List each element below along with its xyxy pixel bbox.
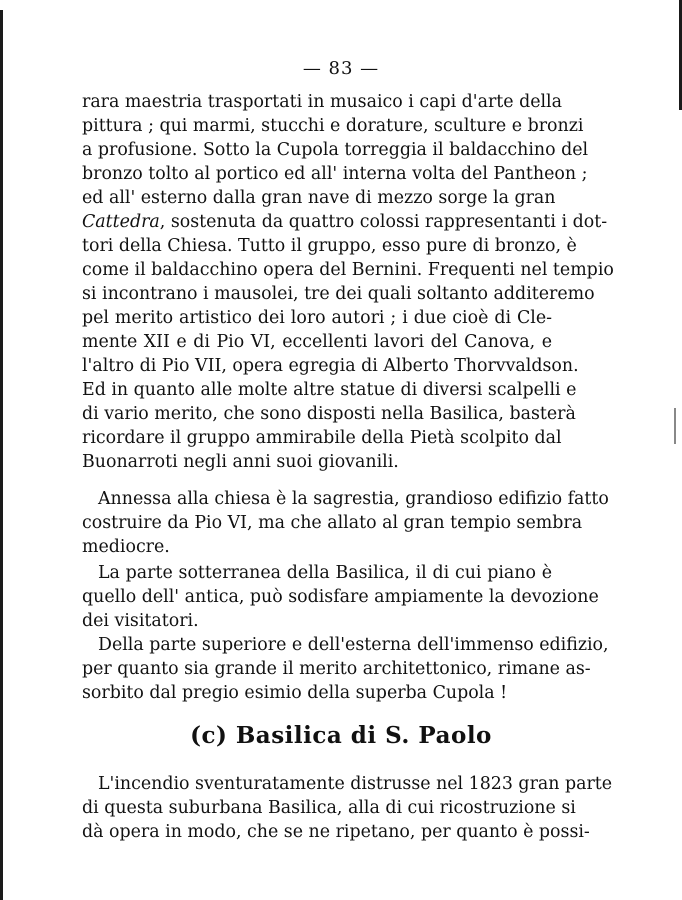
text-line: Ed in quanto alle molte altre statue di diversi scalpelli e [82, 380, 577, 400]
page-number: — 83 — [302, 58, 380, 79]
text-line: ed all' esterno dalla gran nave di mezzo sorge la gran [82, 188, 556, 208]
text-line: L'incendio sventuratamente distrusse nel 1823 gran parte [98, 774, 613, 794]
text-line: La parte sotterranea della Basilica, il di cui piano è [98, 563, 552, 583]
text-line: pel merito artistico dei loro autori ; i due cioè di Cle- [82, 308, 552, 328]
section-heading: (c) Basilica di S. Paolo [190, 722, 492, 749]
text-line: si incontrano i mausolei, tre dei quali soltanto additeremo [82, 284, 595, 304]
text-line: tori della Chiesa. Tutto il gruppo, esso pure di bronzo, è [82, 236, 577, 256]
paragraph-4 [82, 633, 609, 705]
paragraph-1 [82, 90, 614, 474]
scan-left-edge [0, 10, 3, 900]
paragraph-3 [82, 561, 599, 633]
text-line: dà opera in modo, che se ne ripetano, per quanto è possi- [82, 822, 590, 842]
text-line: pittura ; qui marmi, stucchi e dorature, sculture e bronzi [82, 116, 584, 136]
text-line: Della parte superiore e dell'esterna dell'immenso edifizio, [98, 635, 609, 655]
text-line: quello dell' antica, può sodisfare ampiamente la devozione [82, 587, 599, 607]
text-line: bronzo tolto al portico ed all' interna volta del Pantheon ; [82, 164, 588, 184]
text-line: a profusione. Sotto la Cupola torreggia il baldacchino del [82, 140, 589, 160]
text-line: dei visitatori. [82, 611, 199, 631]
paragraph-2 [82, 487, 609, 559]
paragraph-5 [82, 772, 613, 844]
text-line: sorbito dal pregio esimio della superba Cupola ! [82, 683, 508, 703]
text-line: per quanto sia grande il merito architettonico, rimane as- [82, 659, 591, 679]
text-line: Cattedra, sostenuta da quattro colossi rappresentanti i dot- [82, 212, 608, 232]
text-line: di questa suburbana Basilica, alla di cui ricostruzione si [82, 798, 576, 818]
text-line: rara maestria trasportati in musaico i capi d'arte della [82, 92, 562, 112]
text-line: Annessa alla chiesa è la sagrestia, grandioso edifizio fatto [98, 489, 609, 509]
text-line: di vario merito, che sono disposti nella Basilica, basterà [82, 404, 576, 424]
text-line: costruire da Pio VI, ma che allato al gran tempio sembra [82, 513, 583, 533]
text-line: mediocre. [82, 537, 170, 557]
text-line: come il baldacchino opera del Bernini. Frequenti nel tempio [82, 260, 614, 280]
text-line: Buonarroti negli anni suoi giovanili. [82, 452, 399, 472]
text-line: ricordare il gruppo ammirabile della Pietà scolpito dal [82, 428, 562, 448]
text-line: mente XII e di Pio VI, eccellenti lavori del Canova, e [82, 332, 552, 352]
text-line: l'altro di Pio VII, opera egregia di Alberto Thorvvaldson. [82, 356, 579, 376]
scan-right-mark [674, 408, 676, 444]
